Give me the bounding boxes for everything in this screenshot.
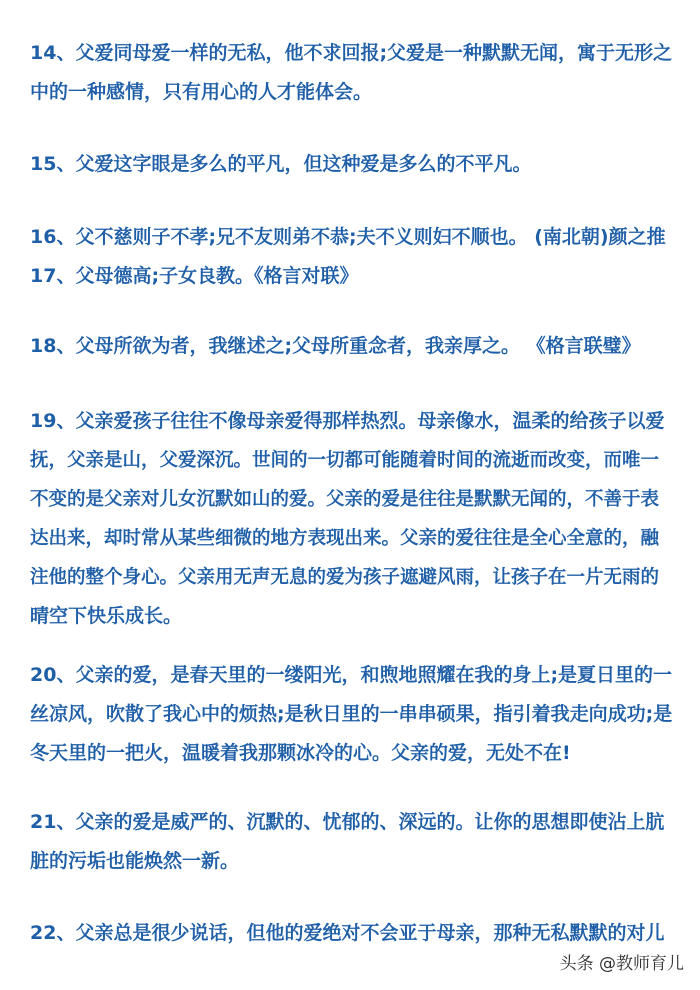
paragraph-19 [30,402,672,636]
paragraph-line: 17、父母德高;子女良教。《格言对联》 [30,265,359,287]
paragraph-line: 脏的污垢也能焕然一新。 [30,850,240,872]
paragraph-line: 达出来，却时常从某些细微的地方表现出来。父亲的爱往往是全心全意的，融 [30,528,660,549]
paragraph-14 [30,34,672,112]
paragraph-line: 22、父亲总是很少说话，但他的爱绝对不会亚于母亲，那种无私默默的对儿 [30,922,665,944]
paragraph-line: 丝凉风，吹散了我心中的烦热;是秋日里的一串串硕果，指引着我走向成功;是 [30,703,673,725]
paragraph-line: 注他的整个身心。父亲用无声无息的爱为孩子遮避风雨，让孩子在一片无雨的 [30,567,660,588]
paragraph-line: 14、父爱同母爱一样的无私，他不求回报;父爱是一种默默无闻，寓于无形之 [30,42,673,64]
paragraph-line: 18、父母所欲为者，我继述之;父母所重念者，我亲厚之。 《格言联璧》 [30,335,641,357]
paragraph-line: 20、父亲的爱，是春天里的一缕阳光，和煦地照耀在我的身上;是夏日里的一 [30,664,673,686]
paragraph-line: 中的一种感情，只有用心的人才能体会。 [30,81,373,103]
paragraph-line: 19、父亲爱孩子往往不像母亲爱得那样热烈。母亲像水，温柔的给孩子以爱 [30,410,665,432]
paragraph-20 [30,656,672,773]
paragraph-line: 16、父不慈则子不孝;兄不友则弟不恭;夫不义则妇不顺也。 (南北朝)颜之推 [30,226,666,248]
paragraph-15 [30,145,672,184]
paragraph-22 [30,914,672,953]
paragraph-line: 晴空下快乐成长。 [30,605,183,627]
paragraph-18 [30,327,672,366]
paragraph-line: 抚，父亲是山，父爱深沉。世间的一切都可能随着时间的流逝而改变，而唯一 [30,450,660,471]
paragraph-line: 不变的是父亲对儿女沉默如山的爱。父亲的爱是往往是默默无闻的，不善于表 [30,489,660,510]
paragraph-line: 21、父亲的爱是威严的、沉默的、忧郁的、深远的。让你的思想即使沾上肮 [30,811,665,833]
paragraph-16-17 [30,218,672,296]
paragraph-21 [30,803,672,881]
source-watermark: 头条 @教师育儿 [559,954,684,974]
paragraph-line: 冬天里的一把火，温暖着我那颗冰冷的心。父亲的爱，无处不在! [30,742,571,764]
paragraph-line: 15、父爱这字眼是多么的平凡，但这种爱是多么的不平凡。 [30,153,532,175]
